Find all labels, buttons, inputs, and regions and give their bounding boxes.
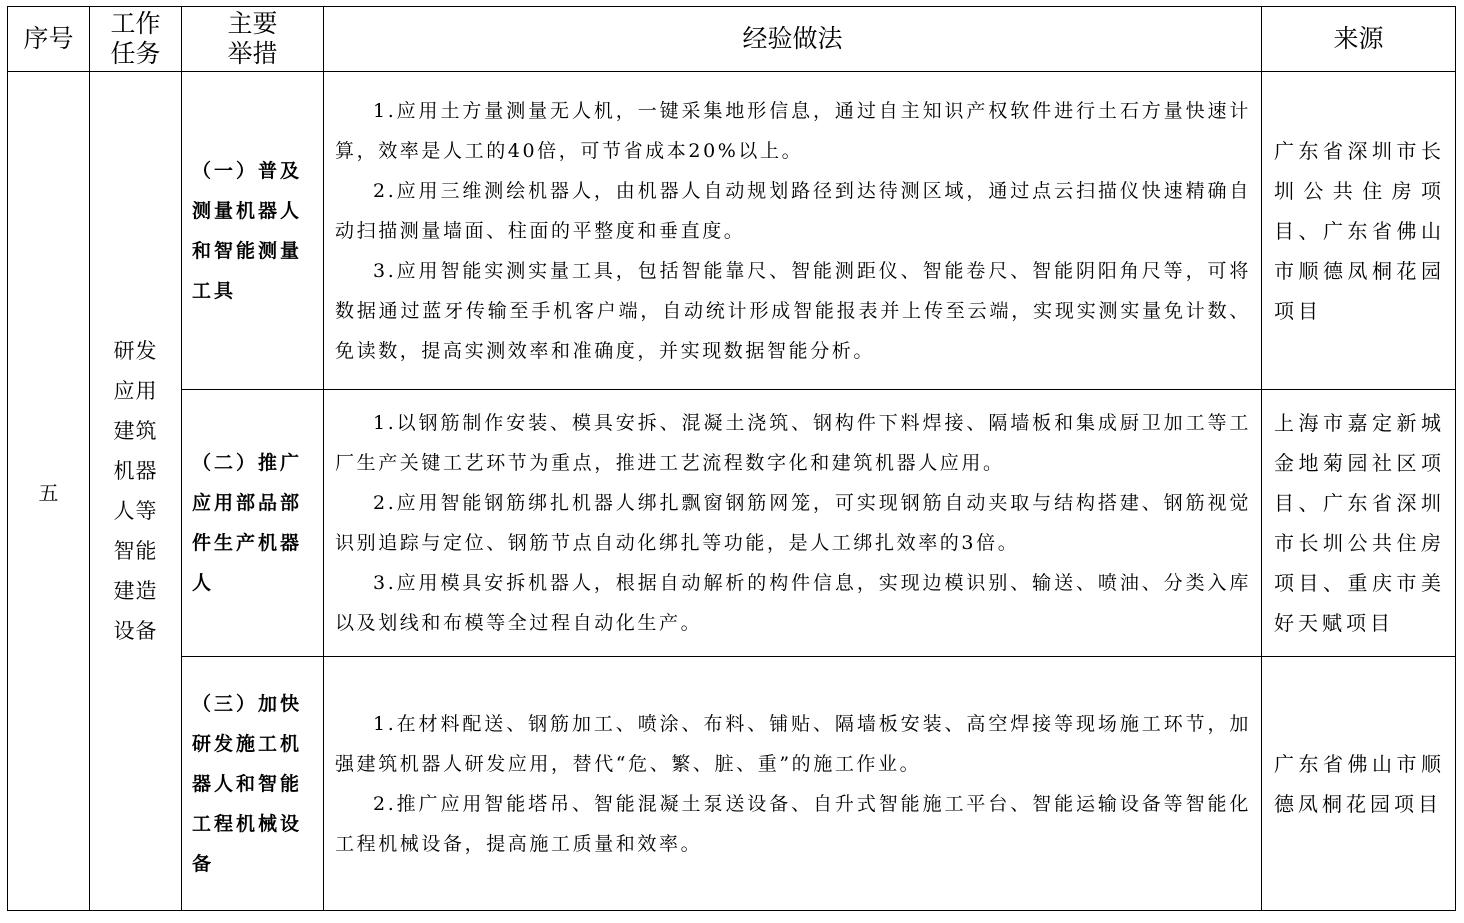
table-row [8,390,1456,657]
method-paragraph: 2.应用智能钢筋绑扎机器人绑扎飘窗钢筋网笼，可实现钢筋自动夹取与结构搭建、钢筋视觉识别追踪与定位、钢筋节点自动化绑扎等功能，是人工绑扎效率的3倍。 [335,492,1251,554]
header-task-line2: 任务 [110,39,161,68]
header-measure [182,7,324,72]
header-task-line1: 工作 [110,9,161,38]
measure-cell: （一）普及测量机器人和智能测量工具 [182,72,324,390]
measure-cell: （二）推广应用部品部件生产机器人 [182,390,324,657]
method-cell [324,390,1262,657]
header-measure-line2: 举措 [227,39,278,68]
task-text: 研发应用建筑机器人等智能建造设备 [113,339,158,643]
method-cell [324,657,1262,911]
method-paragraph: 2.推广应用智能塔吊、智能混凝土泵送设备、自升式智能施工平台、智能运输设备等智能化工程机械设备，提高施工质量和效率。 [335,792,1251,855]
header-method: 经验做法 [324,7,1262,72]
method-paragraph: 1.以钢筋制作安装、模具安拆、混凝土浇筑、钢构件下料焊接、隔墙板和集成厨卫加工等工厂生产关键工艺环节为重点，推进工艺流程数字化和建筑机器人应用。 [335,412,1251,474]
measure-cell: （三）加快研发施工机器人和智能工程机械设备 [182,657,324,911]
task-cell [90,72,182,911]
source-cell: 广东省佛山市顺德凤桐花园项目 [1262,657,1456,911]
source-cell: 广东省深圳市长圳公共住房项目、广东省佛山市顺德凤桐花园项目 [1262,72,1456,390]
seq-cell: 五 [8,72,90,911]
method-paragraph: 1.在材料配送、钢筋加工、喷涂、布料、铺贴、隔墙板安装、高空焊接等现场施工环节，加强建筑机器人研发应用，替代“危、繁、脏、重”的施工作业。 [335,712,1251,775]
header-seq: 序号 [8,7,90,72]
method-paragraph: 3.应用模具安拆机器人，根据自动解析的构件信息，实现边模识别、输送、喷油、分类入库以及划线和布模等全过程自动化生产。 [335,572,1251,634]
table-row [8,657,1456,911]
method-paragraph: 1.应用土方量测量无人机，一键采集地形信息，通过自主知识产权软件进行土石方量快速计算，效率是人工的40倍，可节省成本20%以上。 [335,99,1251,162]
method-paragraph: 2.应用三维测绘机器人，由机器人自动规划路径到达待测区域，通过点云扫描仪快速精确自动扫描测量墙面、柱面的平整度和垂直度。 [335,179,1251,242]
table-header-row [8,7,1456,72]
header-task [90,7,182,72]
header-source: 来源 [1262,7,1456,72]
header-measure-line1: 主要 [227,9,278,38]
method-cell [324,72,1262,390]
experience-table [7,6,1456,911]
table-row [8,72,1456,390]
source-cell: 上海市嘉定新城金地菊园社区项目、广东省深圳市长圳公共住房项目、重庆市美好天赋项目 [1262,390,1456,657]
method-paragraph: 3.应用智能实测实量工具，包括智能靠尺、智能测距仪、智能卷尺、智能阴阳角尺等，可将数据通过蓝牙传输至手机客户端，自动统计形成智能报表并上传至云端，实现实测实量免计数、免读数，提高实测效率和准确度，并实现数据智能分析。 [335,259,1251,362]
